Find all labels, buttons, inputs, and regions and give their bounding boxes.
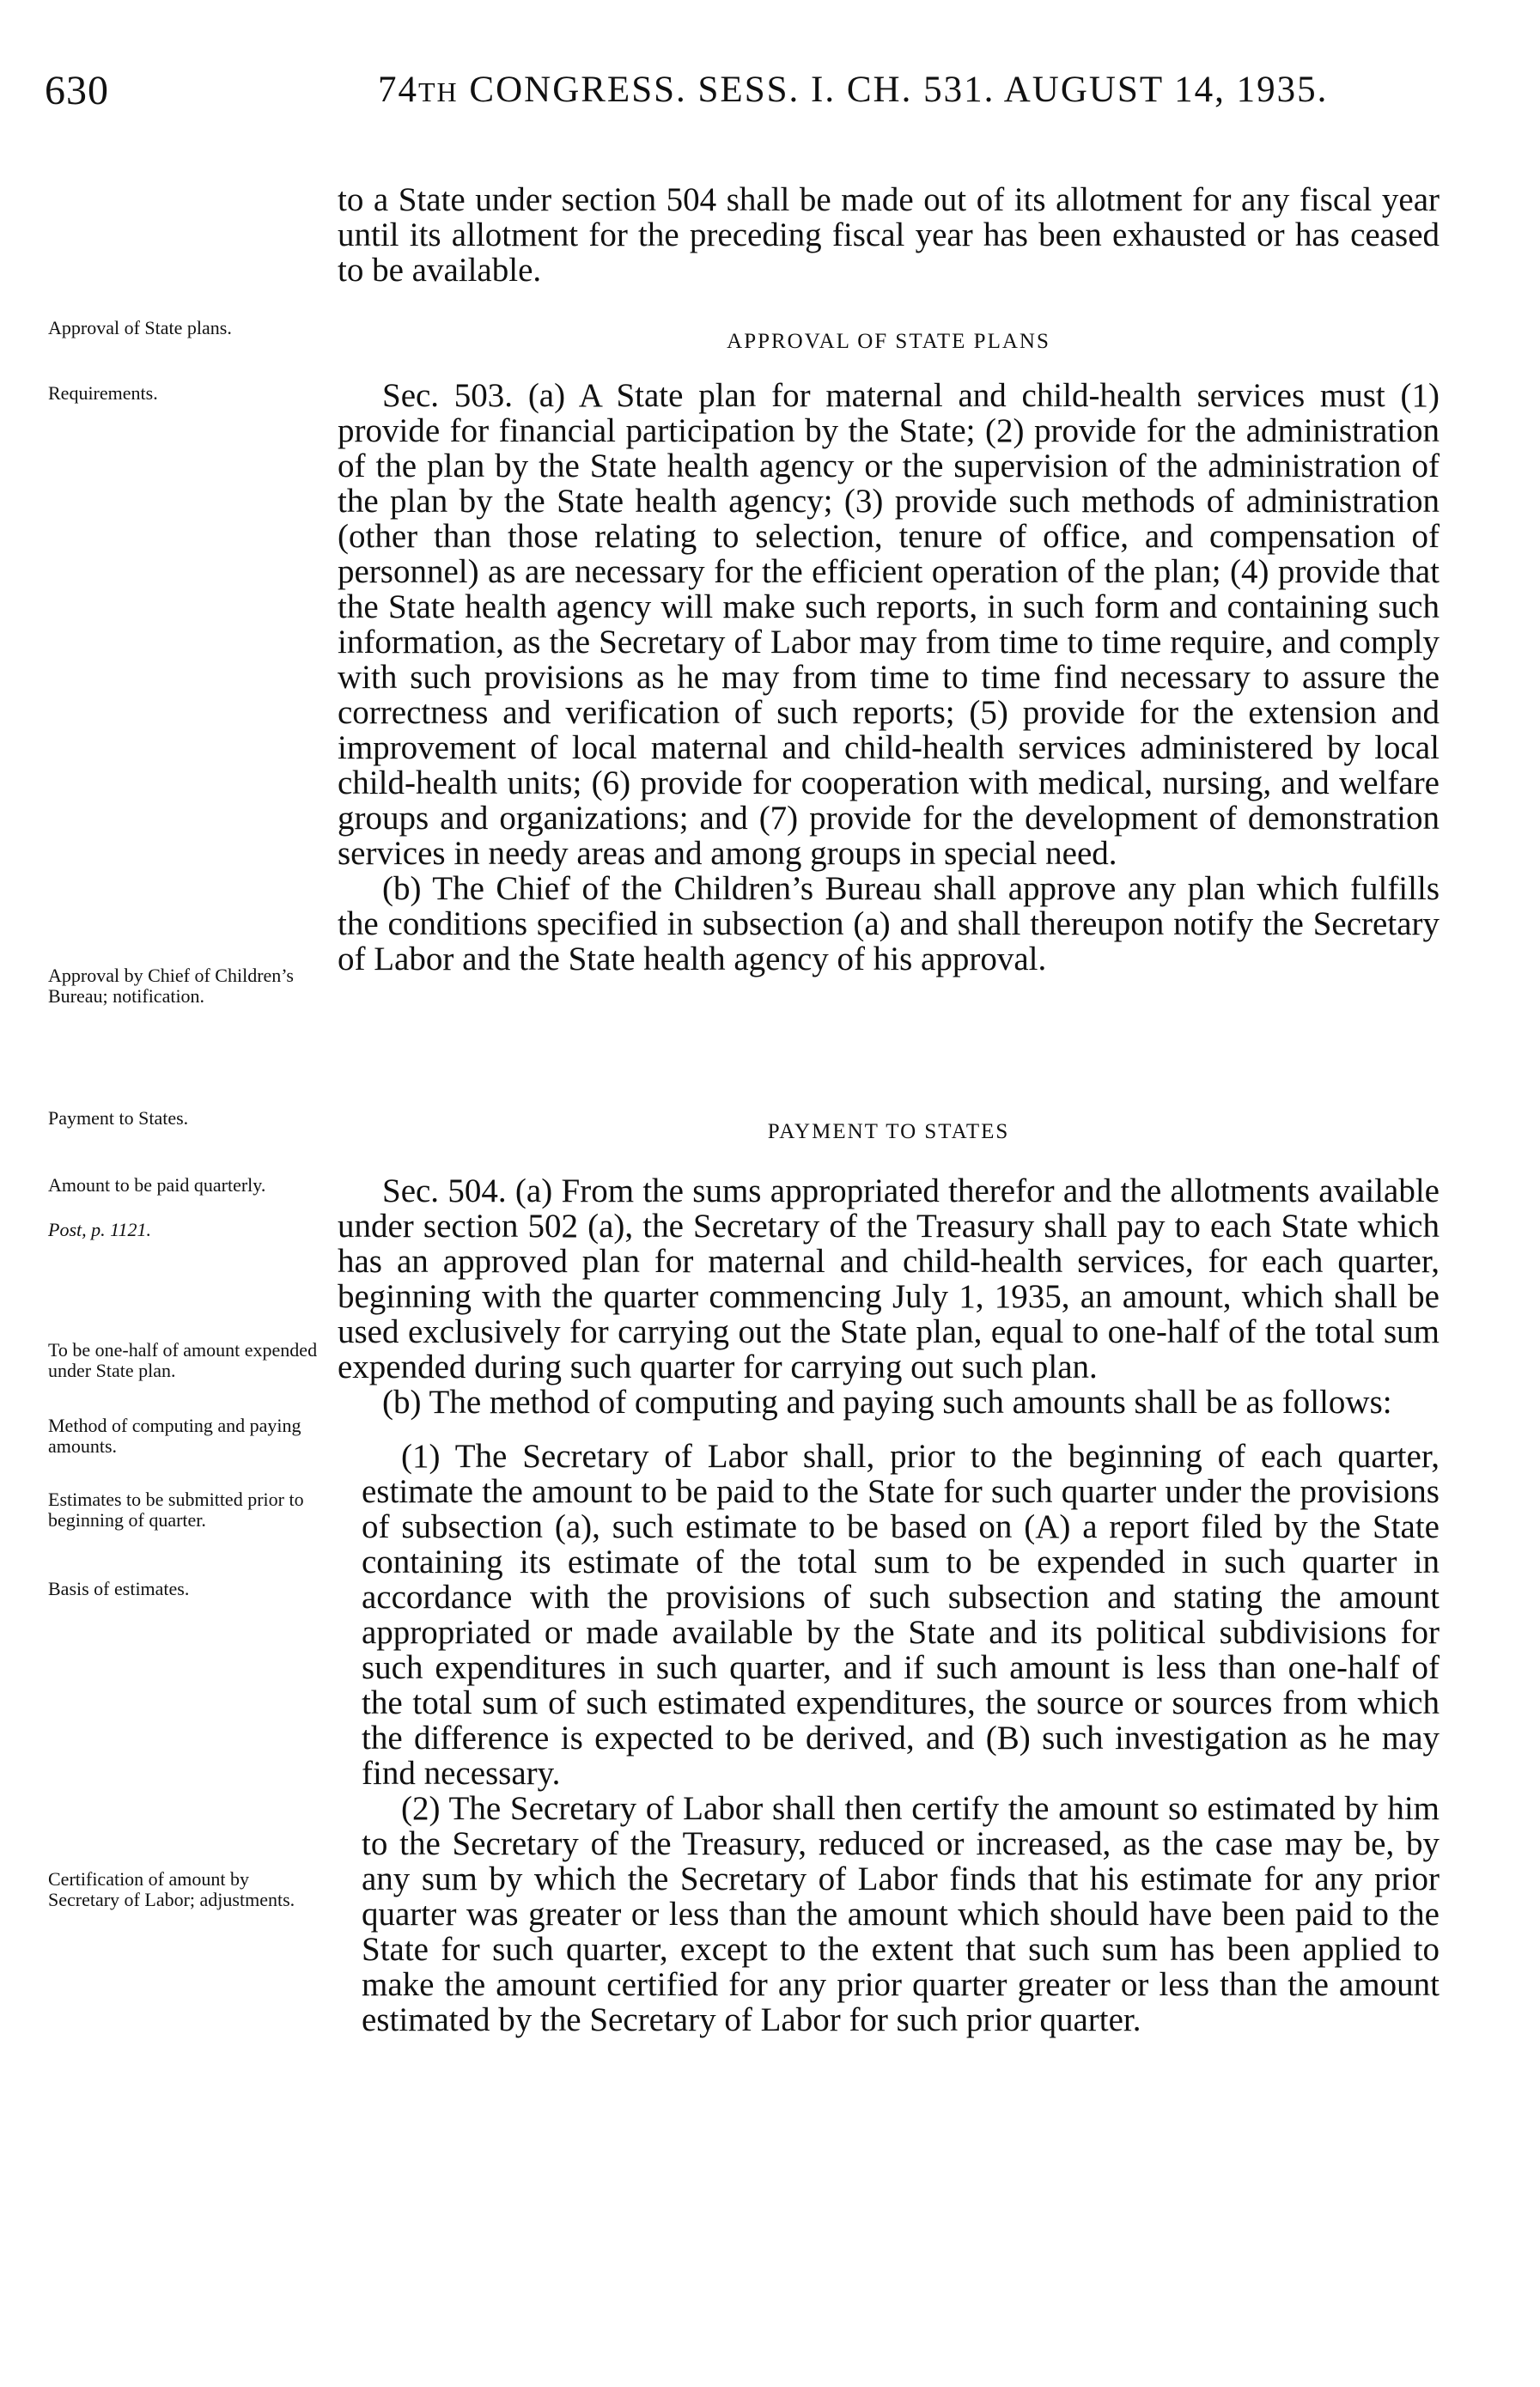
running-head-session-number: 74 <box>378 70 418 110</box>
page-number: 630 <box>45 68 109 113</box>
sec-503-block <box>338 378 1440 977</box>
margin-note-amount-quarterly: Amount to be paid quarterly. <box>48 1174 266 1196</box>
intro-paragraph: to a State under section 504 shall be made out of its allotment for any fiscal year until its allotment for the preceding fiscal year has been exhausted or has ceased to be available. <box>338 181 1440 289</box>
intro-paragraph-block <box>338 182 1440 288</box>
margin-note-one-half: To be one-half of amount expended under State plan. <box>48 1339 318 1381</box>
running-head-ordinal: TH <box>418 76 459 107</box>
margin-note-certification: Certification of amount by Secretary of Labor; adjustments. <box>48 1868 295 1910</box>
sec-503-b: (b) The Chief of the Children’s Bureau shall approve any plan which fulfills the conditions specified in subsection (a) and shall thereupon notify the Secretary of Labor and the State health agency of his approval. <box>338 870 1440 977</box>
sec-504-a: Sec. 504. (a) From the sums appropriated therefor and the allotments available under section 502 (a), the Secretary of the Treasury shall pay to each State which has an approved plan for maternal and child-health services, for each quarter, beginning with the quarter commencing July 1, 1935, an amount, which shall be used exclusively for carrying out the State plan, equal to one-half of the total sum expended during such quarter for carrying out such plan. <box>338 1172 1440 1385</box>
margin-note-method: Method of computing and paying amounts. <box>48 1415 301 1457</box>
heading-approval-of-state-plans: APPROVAL OF STATE PLANS <box>727 330 1050 353</box>
margin-note-post-reference <box>48 1220 321 1240</box>
margin-note-estimates: Estimates to be submitted prior to beginning of quarter. <box>48 1489 304 1531</box>
running-head-rest: CONGRESS. SESS. I. CH. 531. AUGUST 14, 1935. <box>458 70 1329 110</box>
margin-note-payment-to-states: Payment to States. <box>48 1107 189 1129</box>
margin-note-requirements: Requirements. <box>48 382 158 404</box>
sec-504-b-1: (1) The Secretary of Labor shall, prior to the beginning of each quarter, estimate the amount to be paid to the State for such quarter under the provisions of subsection (a), such estimate to be based on (A) a report filed by the State containing its estimate of the total sum to be expended in such quarter in accordance with the provisions of such subsection and stating the amount appropriated or made available by the State and its political subdivisions for such expenditures in such quarter, and if such amount is less than one-half of the total sum of such estimated expenditures, the source or sources from which the difference is expected to be derived, and (B) such investigation as he may find necessary. <box>362 1438 1440 1792</box>
margin-note-approval-by-chief: Approval by Chief of Children’s Bureau; notification. <box>48 965 294 1007</box>
running-head <box>378 69 1328 111</box>
margin-note-basis: Basis of estimates. <box>48 1578 190 1599</box>
sec-504-b-2: (2) The Secretary of Labor shall then certify the amount so estimated by him to the Secretary of the Treasury, reduced or increased, as the case may be, by any sum by which the Secretary of Labor finds that his estimate for any prior quarter was greater or less than the amount which should have been paid to the State for such quarter, except to the extent that such sum has been applied to make the amount certified for any prior quarter greater or less than the amount estimated by the Secretary of Labor for such prior quarter. <box>362 1790 1440 2038</box>
margin-note-post-reference-text: Post, p. 1121. <box>48 1219 151 1240</box>
sec-504-block <box>338 1173 1440 2037</box>
heading-payment-to-states: PAYMENT TO STATES <box>767 1120 1010 1143</box>
margin-note-approval-of-state-plans: Approval of State plans. <box>48 317 232 338</box>
sec-503-a: Sec. 503. (a) A State plan for maternal and child-health services must (1) provide for financial participation by the State; (2) provide for the administration of the plan by the State health agency or the supervision of the administration of the plan by the State health agency; (3) provide such methods of administration (other than those relating to selection, tenure of office, and compensation of personnel) as are necessary for the efficient operation of the plan; (4) provide that the State health agency will make such reports, in such form and containing such information, as the Secretary of Labor may from time to time require, and comply with such provisions as he may from time to time find necessary to assure the correctness and verification of such reports; (5) provide for the extension and improvement of local maternal and child-health services administered by local child-health units; (6) provide for cooperation with medical, nursing, and welfare groups and organizations; and (7) provide for the development of demonstration services in needy areas and among groups in special need. <box>338 377 1440 872</box>
sec-504-b: (b) The method of computing and paying such amounts shall be as follows: <box>382 1384 1392 1421</box>
